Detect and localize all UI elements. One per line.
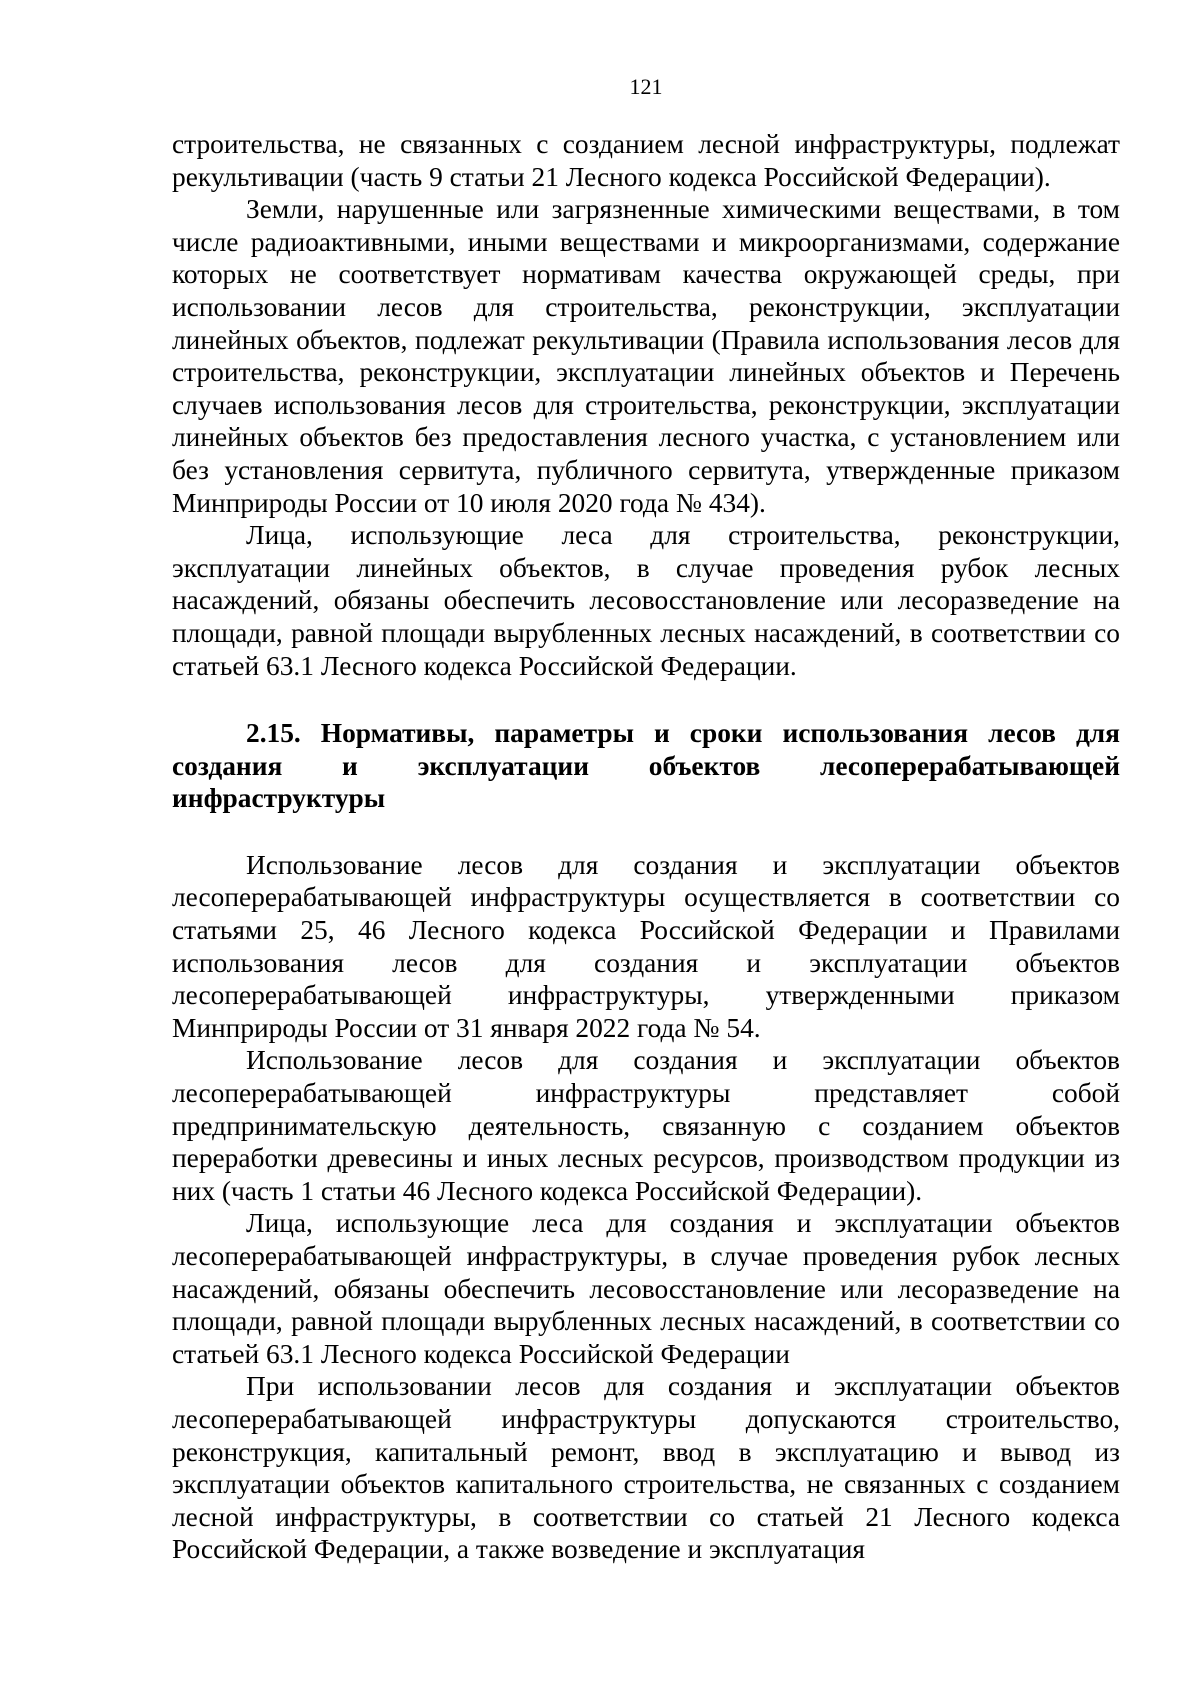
page-number: 121 bbox=[629, 74, 663, 99]
paragraph-reforestation-obligation: Лица, использующие леса для создания и эксплуатации объектов лесоперерабатывающей инфраструктуры, в случае проведения рубок лесных насаждений, обязаны обеспечить лесовосстановление или лесоразведение на площади, равной площади вырубленных лесных насаждений, в соответствии со статьей 63.1 Лесного кодекса Российской Федерации bbox=[172, 1208, 1120, 1369]
paragraph-linear-objects-reforestation: Лица, использующие леса для строительства, реконструкции, эксплуатации линейных объектов, в случае проведения рубок лесных насаждений, обязаны обеспечить лесовосстановление или лесоразведение на площади, равной площади вырубленных лесных насаждений, в соответствии со статьей 63.1 Лесного кодекса Российской Федерации. bbox=[172, 520, 1120, 681]
paragraph-contaminated-lands: Земли, нарушенные или загрязненные химическими веществами, в том числе радиоактивными, иными веществами и микроорганизмами, содержание которых не соответствует нормативам качества окружающей среды, при использовании лесов для строительства, реконструкции, эксплуатации линейных объектов, подлежат рекультивации (Правила использования лесов для строительства, реконструкции, эксплуатации линейных объектов и Перечень случаев использования лесов для строительства, реконструкции, эксплуатации линейных объектов без предоставления лесного участка, с установлением или без установления сервитута, публичного сервитута, утвержденные приказом Минприроды России от 10 июля 2020 года № 434). bbox=[172, 194, 1120, 518]
paragraph-legal-basis: Использование лесов для создания и эксплуатации объектов лесоперерабатывающей инфраструктуры осуществляется в соответствии со статьями 25, 46 Лесного кодекса Российской Федерации и Правилами использования лесов для создания и эксплуатации объектов лесоперерабатывающей инфраструктуры, утвержденными приказом Минприроды России от 31 января 2022 года № 54. bbox=[172, 849, 1120, 1043]
paragraph-permitted-construction: При использовании лесов для создания и эксплуатации объектов лесоперерабатывающей инфраструктуры допускаются строительство, реконструкция, капитальный ремонт, ввод в эксплуатацию и вывод из эксплуатации объектов капитального строительства, не связанных с созданием лесной инфраструктуры, в соответствии со статьей 21 Лесного кодекса Российской Федерации, а также возведение и эксплуатация bbox=[172, 1371, 1120, 1565]
paragraph-continuation: строительства, не связанных с созданием лесной инфраструктуры, подлежат рекультивации (часть 9 статьи 21 Лесного кодекса Российской Федерации). bbox=[172, 129, 1120, 192]
section-heading: 2.15. Нормативы, параметры и сроки использования лесов для создания и эксплуатации объектов лесоперерабатывающей инфраструктуры bbox=[172, 718, 1120, 814]
paragraph-business-activity: Использование лесов для создания и эксплуатации объектов лесоперерабатывающей инфраструктуры представляет собой предпринимательскую деятельность, связанную с созданием объектов переработки древесины и иных лесных ресурсов, производством продукции из них (часть 1 статьи 46 Лесного кодекса Российской Федерации). bbox=[172, 1045, 1120, 1206]
document-body bbox=[172, 128, 1120, 1566]
